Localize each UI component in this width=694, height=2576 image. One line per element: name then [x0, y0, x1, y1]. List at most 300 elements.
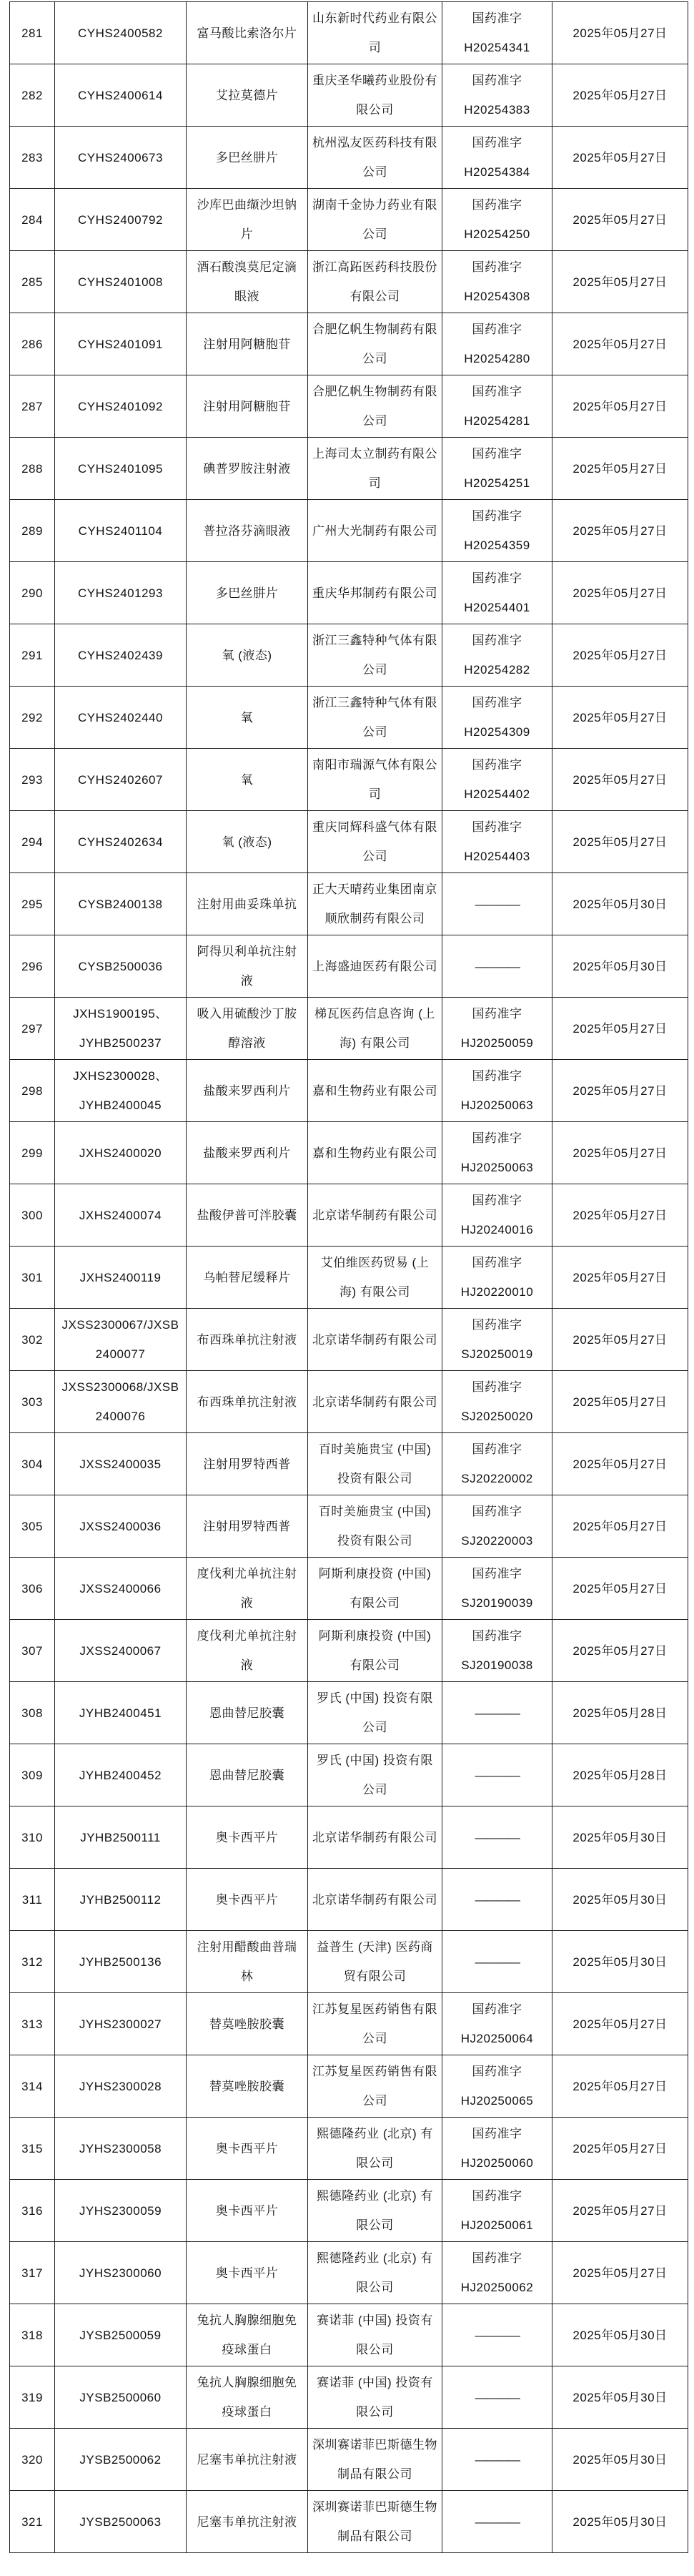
table-row: [10, 624, 688, 687]
company-name-cell: 北京诺华制药有限公司: [308, 1371, 442, 1433]
drug-name-cell: 盐酸伊普可泮胶囊: [187, 1184, 308, 1247]
company-name-cell: 阿斯利康投资 (中国) 有限公司: [308, 1620, 442, 1682]
drug-name-cell: 注射用阿糖胞苷: [187, 375, 308, 438]
table-row: [10, 1495, 688, 1558]
table-row: [10, 313, 688, 375]
acceptance-number-cell: JXSS2400066: [55, 1558, 187, 1620]
acceptance-number-cell: JYHB2400452: [55, 1744, 187, 1806]
approval-date-cell: 2025年05月27日: [552, 624, 688, 687]
approval-number: HJ20250060: [460, 2156, 534, 2170]
table-row: [10, 1682, 688, 1744]
approval-prefix: 国药准字: [472, 2065, 522, 2078]
approval-date-cell: 2025年05月30日: [552, 2304, 688, 2366]
table-row: [10, 2242, 688, 2304]
drug-name-cell: 盐酸来罗西利片: [187, 1060, 308, 1122]
table-row: [10, 935, 688, 998]
approval-number: H20254280: [464, 352, 530, 365]
table-row: [10, 64, 688, 127]
acceptance-number-cell: CYHS2402607: [55, 749, 187, 811]
approval-number-cell: [442, 438, 552, 500]
approval-date-cell: 2025年05月27日: [552, 189, 688, 251]
acceptance-number-cell: CYHS2400792: [55, 189, 187, 251]
approval-date-cell: 2025年05月27日: [552, 1371, 688, 1433]
approval-prefix: 国药准字: [472, 2002, 522, 2016]
approval-number-cell: [442, 127, 552, 189]
approval-number: HJ20250063: [460, 1098, 534, 1112]
approval-prefix: 国药准字: [472, 198, 522, 212]
approval-number-cell: [442, 500, 552, 562]
approval-number: SJ20220003: [461, 1534, 533, 1548]
approval-prefix: 国药准字: [472, 571, 522, 585]
table-row: [10, 189, 688, 251]
approval-prefix: 国药准字: [472, 1069, 522, 1083]
acceptance-number-cell: JYHS2300028: [55, 2055, 187, 2118]
no-approval-dash: ————: [475, 1892, 520, 1907]
approval-number-cell: [442, 1371, 552, 1433]
company-name-cell: 罗氏 (中国) 投资有限公司: [308, 1744, 442, 1806]
row-number-cell: 310: [10, 1806, 55, 1869]
row-number-cell: 293: [10, 749, 55, 811]
row-number-cell: 321: [10, 2491, 55, 2553]
no-approval-dash: ————: [475, 1768, 520, 1782]
approval-date-cell: 2025年05月30日: [552, 935, 688, 998]
approval-number-cell: [442, 1869, 552, 1931]
approval-number-cell: [442, 1184, 552, 1247]
drug-name-cell: 兔抗人胸腺细胞免疫球蛋白: [187, 2366, 308, 2429]
approval-number-cell: [442, 687, 552, 749]
approval-date-cell: 2025年05月27日: [552, 127, 688, 189]
approval-number: H20254308: [464, 290, 530, 303]
acceptance-number-cell: CYHS2400614: [55, 64, 187, 127]
table-row: [10, 1993, 688, 2055]
approval-number: H20254282: [464, 663, 530, 677]
company-name-cell: 正大天晴药业集团南京顺欣制药有限公司: [308, 873, 442, 935]
table-row: [10, 811, 688, 873]
row-number-cell: 298: [10, 1060, 55, 1122]
drug-name-cell: 恩曲替尼胶囊: [187, 1682, 308, 1744]
approval-date-cell: 2025年05月27日: [552, 2055, 688, 2118]
approval-number-cell: [442, 1682, 552, 1744]
document-page: [0, 1, 694, 2553]
approval-prefix: 国药准字: [472, 385, 522, 398]
drug-name-cell: 布西珠单抗注射液: [187, 1371, 308, 1433]
approval-prefix: 国药准字: [472, 758, 522, 772]
table-row: [10, 749, 688, 811]
approval-date-cell: 2025年05月28日: [552, 1744, 688, 1806]
acceptance-number-cell: CYHS2402439: [55, 624, 187, 687]
approval-number-cell: [442, 1744, 552, 1806]
company-name-cell: 浙江三鑫特种气体有限公司: [308, 624, 442, 687]
approval-date-cell: 2025年05月27日: [552, 1620, 688, 1682]
table-row: [10, 127, 688, 189]
approval-date-cell: 2025年05月27日: [552, 375, 688, 438]
approval-prefix: 国药准字: [472, 74, 522, 87]
row-number-cell: 304: [10, 1433, 55, 1495]
approval-number: H20254281: [464, 414, 530, 428]
drug-name-cell: 恩曲替尼胶囊: [187, 1744, 308, 1806]
table-row: [10, 1309, 688, 1371]
drug-name-cell: 氧 (液态): [187, 811, 308, 873]
company-name-cell: 艾伯维医药贸易 (上海) 有限公司: [308, 1247, 442, 1309]
table-row: [10, 873, 688, 935]
approval-date-cell: 2025年05月30日: [552, 2429, 688, 2491]
row-number-cell: 311: [10, 1869, 55, 1931]
company-name-cell: 北京诺华制药有限公司: [308, 1869, 442, 1931]
company-name-cell: 嘉和生物药业有限公司: [308, 1122, 442, 1184]
approval-number: SJ20220002: [461, 1472, 533, 1485]
approval-date-cell: 2025年05月27日: [552, 2, 688, 64]
approval-number-cell: [442, 1558, 552, 1620]
company-name-cell: 罗氏 (中国) 投资有限公司: [308, 1682, 442, 1744]
row-number-cell: 281: [10, 2, 55, 64]
table-row: [10, 1184, 688, 1247]
company-name-cell: 赛诺菲 (中国) 投资有限公司: [308, 2304, 442, 2366]
approval-number-cell: [442, 2304, 552, 2366]
row-number-cell: 282: [10, 64, 55, 127]
table-row: [10, 2055, 688, 2118]
row-number-cell: 305: [10, 1495, 55, 1558]
table-row: [10, 1806, 688, 1869]
approval-number: HJ20250061: [460, 2218, 534, 2232]
approval-number-cell: [442, 2055, 552, 2118]
approval-date-cell: 2025年05月30日: [552, 1931, 688, 1993]
acceptance-number-cell: JXHS2400119: [55, 1247, 187, 1309]
acceptance-number-cell: CYHS2401092: [55, 375, 187, 438]
acceptance-number-cell: JXHS2400020: [55, 1122, 187, 1184]
row-number-cell: 295: [10, 873, 55, 935]
approval-number: H20254250: [464, 227, 530, 241]
company-name-cell: 上海盛迪医药有限公司: [308, 935, 442, 998]
approval-prefix: 国药准字: [472, 136, 522, 149]
acceptance-number-cell: CYHS2401095: [55, 438, 187, 500]
table-row: [10, 438, 688, 500]
row-number-cell: 296: [10, 935, 55, 998]
approval-prefix: 国药准字: [472, 1629, 522, 1643]
row-number-cell: 291: [10, 624, 55, 687]
row-number-cell: 292: [10, 687, 55, 749]
acceptance-number-cell: JXSS2400067: [55, 1620, 187, 1682]
company-name-cell: 百时美施贵宝 (中国) 投资有限公司: [308, 1495, 442, 1558]
approval-number-cell: [442, 2366, 552, 2429]
company-name-cell: 北京诺华制药有限公司: [308, 1184, 442, 1247]
approval-number-cell: [442, 935, 552, 998]
approval-prefix: 国药准字: [472, 1567, 522, 1580]
approval-number-cell: [442, 251, 552, 313]
approval-date-cell: 2025年05月27日: [552, 1993, 688, 2055]
approval-number-cell: [442, 1806, 552, 1869]
approval-date-cell: 2025年05月27日: [552, 313, 688, 375]
drug-name-cell: 氧 (液态): [187, 624, 308, 687]
row-number-cell: 294: [10, 811, 55, 873]
acceptance-number-cell: JYHS2300058: [55, 2118, 187, 2180]
table-row: [10, 1558, 688, 1620]
row-number-cell: 285: [10, 251, 55, 313]
approval-number: HJ20250063: [460, 1161, 534, 1174]
company-name-cell: 南阳市瑞源气体有限公司: [308, 749, 442, 811]
drug-name-cell: 普拉洛芬滴眼液: [187, 500, 308, 562]
drug-name-cell: 碘普罗胺注射液: [187, 438, 308, 500]
approval-number-cell: [442, 749, 552, 811]
approval-date-cell: 2025年05月27日: [552, 438, 688, 500]
approval-date-cell: 2025年05月27日: [552, 811, 688, 873]
company-name-cell: 广州大光制药有限公司: [308, 500, 442, 562]
approval-number: H20254383: [464, 103, 530, 117]
approval-number: H20254401: [464, 601, 530, 614]
approval-number: HJ20250065: [460, 2094, 534, 2108]
approval-number-cell: [442, 189, 552, 251]
approval-prefix: 国药准字: [472, 323, 522, 336]
approval-prefix: 国药准字: [472, 696, 522, 709]
drug-name-cell: 布西珠单抗注射液: [187, 1309, 308, 1371]
approval-number-cell: [442, 1495, 552, 1558]
drug-name-cell: 吸入用硫酸沙丁胺醇溶液: [187, 998, 308, 1060]
approval-number-cell: [442, 873, 552, 935]
acceptance-number-cell: CYHS2401104: [55, 500, 187, 562]
approval-number-cell: [442, 2491, 552, 2553]
table-row: [10, 2118, 688, 2180]
approval-number: H20254403: [464, 850, 530, 863]
acceptance-number-cell: JXSS2300068/JXSB2400076: [55, 1371, 187, 1433]
approval-date-cell: 2025年05月30日: [552, 2491, 688, 2553]
approval-number: HJ20220010: [460, 1285, 534, 1299]
table-row: [10, 2366, 688, 2429]
company-name-cell: 江苏复星医药销售有限公司: [308, 2055, 442, 2118]
drug-name-cell: 注射用罗特西普: [187, 1495, 308, 1558]
company-name-cell: 江苏复星医药销售有限公司: [308, 1993, 442, 2055]
approval-date-cell: 2025年05月27日: [552, 1060, 688, 1122]
approval-number-cell: [442, 2242, 552, 2304]
acceptance-number-cell: JYSB2500062: [55, 2429, 187, 2491]
no-approval-dash: ————: [475, 897, 520, 911]
row-number-cell: 290: [10, 562, 55, 624]
row-number-cell: 315: [10, 2118, 55, 2180]
approval-number-cell: [442, 1993, 552, 2055]
approval-date-cell: 2025年05月30日: [552, 2366, 688, 2429]
drug-name-cell: 奥卡西平片: [187, 2180, 308, 2242]
drug-name-cell: 氧: [187, 749, 308, 811]
row-number-cell: 283: [10, 127, 55, 189]
company-name-cell: 合肥亿帆生物制药有限公司: [308, 375, 442, 438]
approval-number: SJ20190039: [461, 1596, 533, 1610]
row-number-cell: 307: [10, 1620, 55, 1682]
approval-date-cell: 2025年05月27日: [552, 251, 688, 313]
table-row: [10, 1433, 688, 1495]
row-number-cell: 303: [10, 1371, 55, 1433]
table-row: [10, 1247, 688, 1309]
row-number-cell: 301: [10, 1247, 55, 1309]
approval-number-cell: [442, 1433, 552, 1495]
table-row: [10, 998, 688, 1060]
company-name-cell: 浙江高跖医药科技股份有限公司: [308, 251, 442, 313]
company-name-cell: 益普生 (天津) 医药商贸有限公司: [308, 1931, 442, 1993]
company-name-cell: 上海司太立制药有限公司: [308, 438, 442, 500]
row-number-cell: 319: [10, 2366, 55, 2429]
no-approval-dash: ————: [475, 2452, 520, 2467]
drug-name-cell: 乌帕替尼缓释片: [187, 1247, 308, 1309]
drug-name-cell: 多巴丝肼片: [187, 562, 308, 624]
table-row: [10, 500, 688, 562]
acceptance-number-cell: JYHB2500136: [55, 1931, 187, 1993]
approval-number-cell: [442, 2, 552, 64]
acceptance-number-cell: JXHS2300028、JYHB2400045: [55, 1060, 187, 1122]
acceptance-number-cell: JYHS2300027: [55, 1993, 187, 2055]
drug-name-cell: 尼塞韦单抗注射液: [187, 2429, 308, 2491]
acceptance-number-cell: JXSS2400035: [55, 1433, 187, 1495]
approval-number: H20254251: [464, 476, 530, 490]
approval-number-cell: [442, 1309, 552, 1371]
approval-date-cell: 2025年05月30日: [552, 1806, 688, 1869]
approval-date-cell: 2025年05月27日: [552, 2242, 688, 2304]
approval-prefix: 国药准字: [472, 1131, 522, 1145]
acceptance-number-cell: CYSB2500036: [55, 935, 187, 998]
row-number-cell: 312: [10, 1931, 55, 1993]
acceptance-number-cell: CYHS2402440: [55, 687, 187, 749]
acceptance-number-cell: JXHS1900195、JYHB2500237: [55, 998, 187, 1060]
table-row: [10, 251, 688, 313]
company-name-cell: 重庆华邦制药有限公司: [308, 562, 442, 624]
acceptance-number-cell: CYHS2401091: [55, 313, 187, 375]
approval-number: HJ20250064: [460, 2032, 534, 2045]
company-name-cell: 湖南千金协力药业有限公司: [308, 189, 442, 251]
row-number-cell: 308: [10, 1682, 55, 1744]
row-number-cell: 306: [10, 1558, 55, 1620]
company-name-cell: 浙江三鑫特种气体有限公司: [308, 687, 442, 749]
acceptance-number-cell: JYSB2500059: [55, 2304, 187, 2366]
company-name-cell: 北京诺华制药有限公司: [308, 1806, 442, 1869]
approval-prefix: 国药准字: [472, 2127, 522, 2140]
approval-date-cell: 2025年05月30日: [552, 873, 688, 935]
approval-number: HJ20240016: [460, 1223, 534, 1237]
company-name-cell: 重庆圣华曦药业股份有限公司: [308, 64, 442, 127]
acceptance-number-cell: CYHS2400582: [55, 2, 187, 64]
drug-name-cell: 奥卡西平片: [187, 2118, 308, 2180]
approval-number-cell: [442, 562, 552, 624]
table-row: [10, 2180, 688, 2242]
table-row: [10, 1931, 688, 1993]
approval-number-cell: [442, 2118, 552, 2180]
approval-prefix: 国药准字: [472, 1318, 522, 1332]
drug-name-cell: 注射用阿糖胞苷: [187, 313, 308, 375]
company-name-cell: 赛诺菲 (中国) 投资有限公司: [308, 2366, 442, 2429]
drug-name-cell: 奥卡西平片: [187, 1806, 308, 1869]
approval-number: H20254359: [464, 539, 530, 552]
approval-date-cell: 2025年05月27日: [552, 687, 688, 749]
approval-prefix: 国药准字: [472, 447, 522, 461]
approval-date-cell: 2025年05月27日: [552, 1495, 688, 1558]
approval-number: H20254341: [464, 41, 530, 54]
approval-date-cell: 2025年05月27日: [552, 562, 688, 624]
drug-name-cell: 氧: [187, 687, 308, 749]
acceptance-number-cell: CYHS2401293: [55, 562, 187, 624]
company-name-cell: 熙德隆药业 (北京) 有限公司: [308, 2180, 442, 2242]
row-number-cell: 288: [10, 438, 55, 500]
no-approval-dash: ————: [475, 2390, 520, 2404]
approval-date-cell: 2025年05月27日: [552, 2180, 688, 2242]
row-number-cell: 289: [10, 500, 55, 562]
table-row: [10, 1122, 688, 1184]
approval-table: [9, 1, 688, 2553]
acceptance-number-cell: CYHS2401008: [55, 251, 187, 313]
table-row: [10, 2, 688, 64]
acceptance-number-cell: CYHS2400673: [55, 127, 187, 189]
drug-name-cell: 奥卡西平片: [187, 2242, 308, 2304]
drug-name-cell: 注射用醋酸曲普瑞林: [187, 1931, 308, 1993]
company-name-cell: 杭州泓友医药科技有限公司: [308, 127, 442, 189]
approval-number-cell: [442, 1060, 552, 1122]
approval-number-cell: [442, 313, 552, 375]
approval-prefix: 国药准字: [472, 260, 522, 274]
table-row: [10, 2304, 688, 2366]
row-number-cell: 309: [10, 1744, 55, 1806]
approval-date-cell: 2025年05月27日: [552, 1558, 688, 1620]
approval-number-cell: [442, 811, 552, 873]
drug-name-cell: 兔抗人胸腺细胞免疫球蛋白: [187, 2304, 308, 2366]
company-name-cell: 梯瓦医药信息咨询 (上海) 有限公司: [308, 998, 442, 1060]
table-row: [10, 562, 688, 624]
acceptance-number-cell: JXHS2400074: [55, 1184, 187, 1247]
approval-number-cell: [442, 2180, 552, 2242]
approval-prefix: 国药准字: [472, 1007, 522, 1021]
acceptance-number-cell: JXSS2400036: [55, 1495, 187, 1558]
approval-prefix: 国药准字: [472, 1380, 522, 1394]
row-number-cell: 287: [10, 375, 55, 438]
no-approval-dash: ————: [475, 1955, 520, 1969]
row-number-cell: 313: [10, 1993, 55, 2055]
approval-date-cell: 2025年05月27日: [552, 749, 688, 811]
drug-name-cell: 奥卡西平片: [187, 1869, 308, 1931]
approval-prefix: 国药准字: [472, 509, 522, 523]
table-row: [10, 1620, 688, 1682]
table-row: [10, 375, 688, 438]
company-name-cell: 北京诺华制药有限公司: [308, 1309, 442, 1371]
company-name-cell: 熙德隆药业 (北京) 有限公司: [308, 2118, 442, 2180]
row-number-cell: 316: [10, 2180, 55, 2242]
approval-number-cell: [442, 1931, 552, 1993]
table-row: [10, 687, 688, 749]
approval-number: SJ20190038: [461, 1658, 533, 1672]
company-name-cell: 阿斯利康投资 (中国) 有限公司: [308, 1558, 442, 1620]
acceptance-number-cell: JYHB2500111: [55, 1806, 187, 1869]
approval-prefix: 国药准字: [472, 1505, 522, 1518]
row-number-cell: 320: [10, 2429, 55, 2491]
approval-prefix: 国药准字: [472, 1256, 522, 1269]
approval-date-cell: 2025年05月27日: [552, 1433, 688, 1495]
drug-name-cell: 度伐利尤单抗注射液: [187, 1620, 308, 1682]
approval-date-cell: 2025年05月27日: [552, 64, 688, 127]
table-row: [10, 2429, 688, 2491]
company-name-cell: 嘉和生物药业有限公司: [308, 1060, 442, 1122]
table-row: [10, 1371, 688, 1433]
company-name-cell: 重庆同辉科盛气体有限公司: [308, 811, 442, 873]
approval-date-cell: 2025年05月27日: [552, 1309, 688, 1371]
no-approval-dash: ————: [475, 1830, 520, 1844]
drug-name-cell: 尼塞韦单抗注射液: [187, 2491, 308, 2553]
approval-number-cell: [442, 64, 552, 127]
approval-date-cell: 2025年05月27日: [552, 998, 688, 1060]
drug-name-cell: 富马酸比索洛尔片: [187, 2, 308, 64]
no-approval-dash: ————: [475, 1706, 520, 1720]
acceptance-number-cell: JYHB2500112: [55, 1869, 187, 1931]
approval-prefix: 国药准字: [472, 11, 522, 25]
table-row: [10, 1060, 688, 1122]
no-approval-dash: ————: [475, 959, 520, 973]
drug-name-cell: 酒石酸溴莫尼定滴眼液: [187, 251, 308, 313]
acceptance-number-cell: JYHS2300060: [55, 2242, 187, 2304]
drug-name-cell: 艾拉莫德片: [187, 64, 308, 127]
row-number-cell: 318: [10, 2304, 55, 2366]
drug-name-cell: 多巴丝肼片: [187, 127, 308, 189]
approval-date-cell: 2025年05月28日: [552, 1682, 688, 1744]
